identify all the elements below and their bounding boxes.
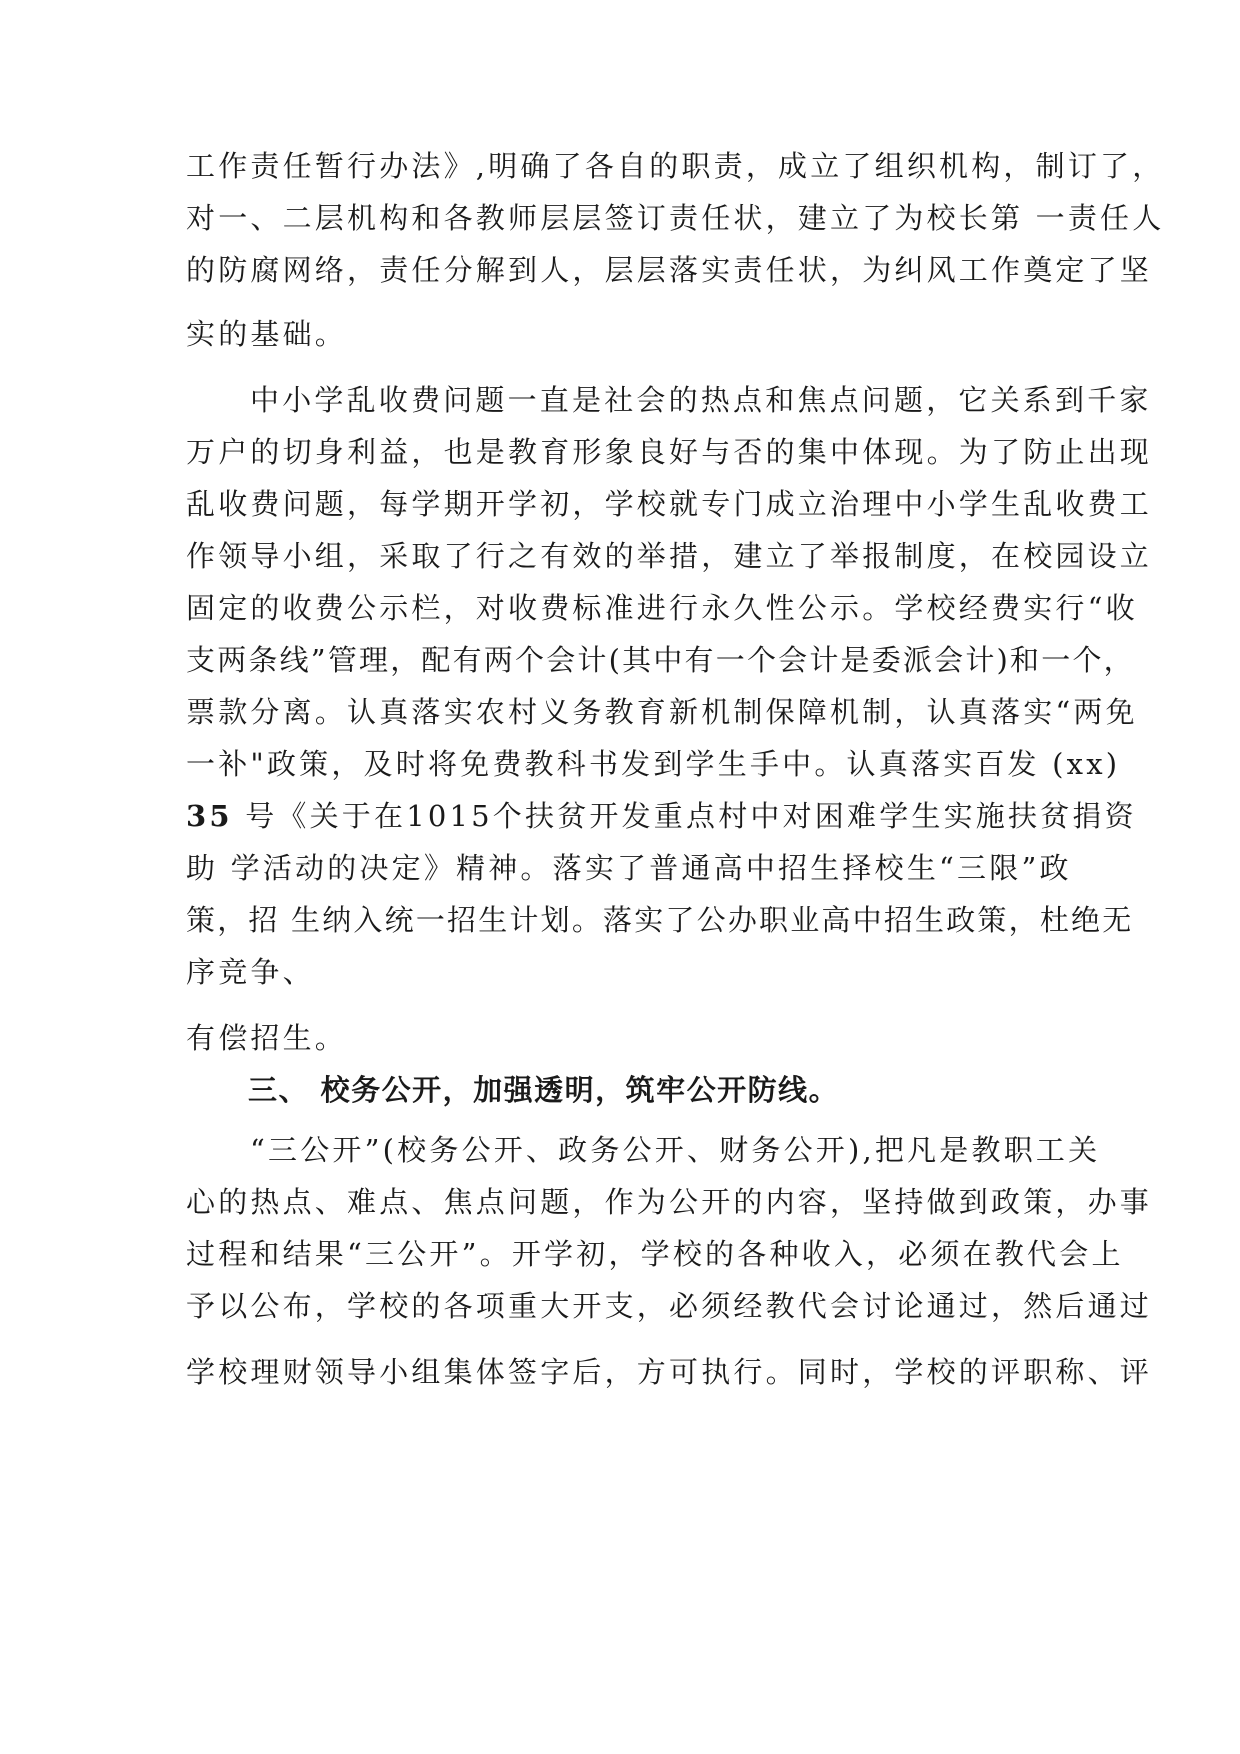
- paragraph-line: 固定的收费公示栏，对收费标准进行永久性公示。学校经费实行“收: [186, 591, 1138, 625]
- paragraph-line: 过程和结果“三公开”。开学初，学校的各种收入，必须在教代会上: [186, 1237, 1124, 1271]
- paragraph-line: 作领导小组，采取了行之有效的举措，建立了举报制度，在校园设立: [186, 539, 1153, 573]
- paragraph-line: 中小学乱收费问题一直是社会的热点和焦点问题，它关系到千家: [250, 383, 1152, 417]
- paragraph-line: 实的基础。: [186, 317, 348, 351]
- paragraph-line: 予以公布，学校的各项重大开支，必须经教代会讨论通过，然后通过: [186, 1289, 1153, 1323]
- paragraph-line: 对一、二层机构和各教师层层签订责任状，建立了为校长第 一责任人: [186, 201, 1165, 235]
- paragraph-line: 序竞争、: [186, 955, 315, 989]
- paragraph-line: 票款分离。认真落实农村义务教育新机制保障机制，认真落实“两免: [186, 695, 1138, 729]
- paragraph-line: 策，招 生纳入统一招生计划。落实了公办职业高中招生政策，杜绝无: [186, 903, 1134, 937]
- paragraph-line: 助 学活动的决定》精神。落实了普通高中招生择校生“三限”政: [186, 851, 1072, 885]
- paragraph-line: 学校理财领导小组集体签字后，方可执行。同时，学校的评职称、评: [186, 1355, 1153, 1389]
- bold-number: 35: [186, 799, 233, 833]
- paragraph-line: [186, 796, 1137, 836]
- paragraph-line-text: 号《关于在1015个扶贫开发重点村中对困难学生实施扶贫捐资: [245, 799, 1137, 833]
- paragraph-line: 万户的切身利益，也是教育形象良好与否的集中体现。为了防止出现: [186, 435, 1153, 469]
- paragraph-line: 心的热点、难点、焦点问题，作为公开的内容，坚持做到政策，办事: [186, 1185, 1153, 1219]
- paragraph-line: 乱收费问题，每学期开学初，学校就专门成立治理中小学生乱收费工: [186, 487, 1153, 521]
- paragraph-line: 有偿招生。: [186, 1021, 348, 1055]
- paragraph-line: 的防腐网络，责任分解到人，层层落实责任状，为纠风工作奠定了坚: [186, 253, 1153, 287]
- paragraph-line: 支两条线”管理，配有两个会计(其中有一个会计是委派会计)和一个，: [186, 643, 1135, 677]
- section-heading: 三、 校务公开，加强透明，筑牢公开防线。: [248, 1073, 840, 1107]
- paragraph-line: “三公开”(校务公开、政务公开、财务公开),把凡是教职工关: [250, 1133, 1101, 1167]
- paragraph-line: 工作责任暂行办法》,明确了各自的职责，成立了组织机构，制订了，: [186, 149, 1165, 183]
- paragraph-line: 一补"政策，及时将免费教科书发到学生手中。认真落实百发 (xx): [186, 747, 1121, 781]
